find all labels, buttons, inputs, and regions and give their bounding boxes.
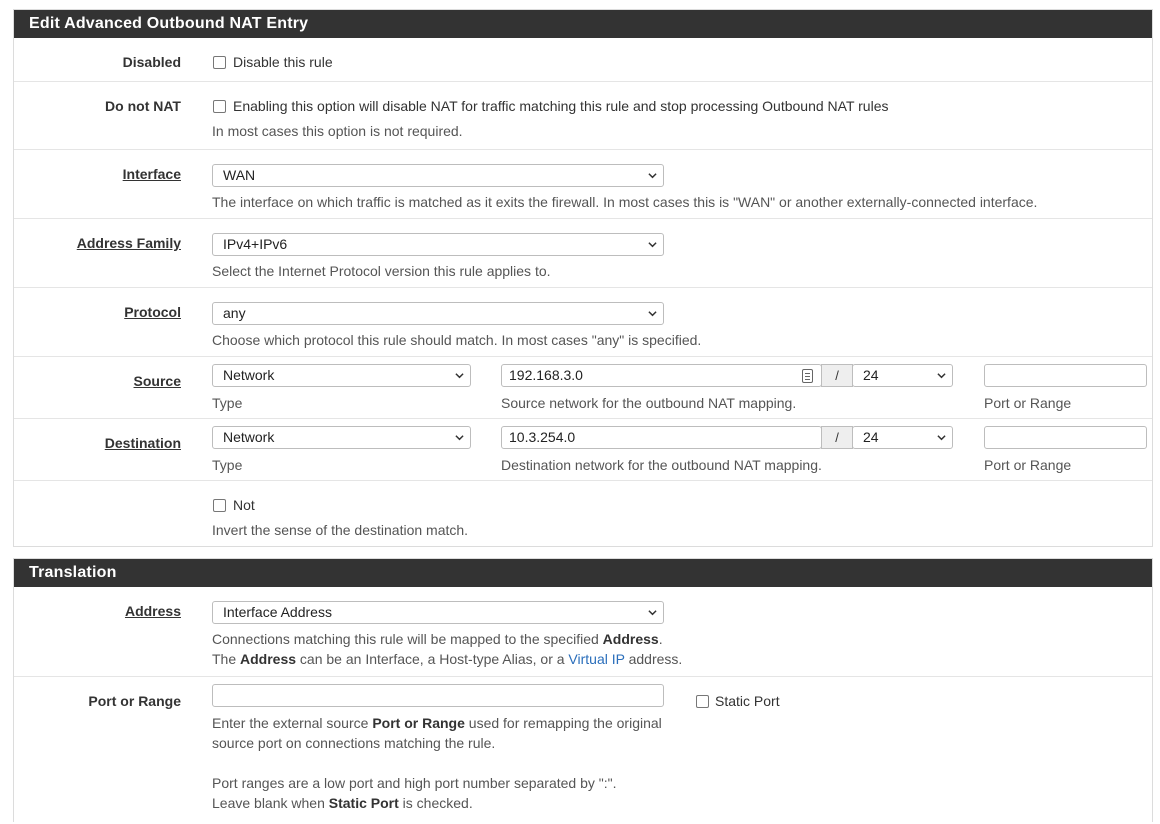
panel-title: Translation [14,559,1152,587]
row-do-not-nat [14,81,1152,149]
not-checkbox[interactable] [213,499,226,512]
source-port-input[interactable] [984,364,1147,387]
chevron-down-icon [937,433,946,442]
destination-network-value: 10.3.254.0 [509,429,576,445]
translation-address-help-2 [212,651,682,667]
chevron-down-icon [648,171,657,180]
protocol-label: Protocol [124,304,181,320]
source-port-help: Port or Range [984,395,1072,411]
source-network-value: 192.168.3.0 [509,367,583,383]
translation-address-label: Address [124,603,181,619]
address-book-icon[interactable] [802,369,813,383]
chevron-down-icon [648,309,657,318]
interface-select[interactable] [212,164,664,187]
address-family-label: Address Family [76,235,181,251]
chevron-down-icon [648,240,657,249]
translation-port-input[interactable] [212,684,664,707]
translation-address-value: Interface Address [223,604,332,620]
row-disabled [14,38,1152,81]
help-text: The [212,651,241,667]
address-family-select[interactable] [212,233,664,256]
disable-rule-checkbox-label[interactable]: Disable this rule [233,54,333,70]
panel-title: Edit Advanced Outbound NAT Entry [14,10,1152,38]
do-not-nat-label: Do not NAT [105,98,181,114]
help-text: is checked. [398,795,473,811]
chevron-down-icon [937,371,946,380]
destination-mask-value: 24 [863,429,879,445]
source-type-value: Network [223,367,275,383]
disable-rule-checkbox[interactable] [213,56,226,69]
help-bold: Static Port [328,795,399,811]
help-text: Connections matching this rule will be mapped to the specified [212,631,603,647]
row-source [14,356,1152,418]
source-mask-value: 24 [863,367,879,383]
row-interface [14,149,1152,218]
static-port-checkbox-label[interactable]: Static Port [715,693,780,709]
protocol-select-value: any [223,305,246,321]
disabled-label: Disabled [122,54,181,70]
source-network-input[interactable] [501,364,822,387]
help-text: . [658,631,663,647]
row-address-family [14,218,1152,287]
destination-port-input[interactable] [984,426,1147,449]
help-text: address. [624,651,683,667]
virtual-ip-link[interactable]: Virtual IP [568,651,625,667]
not-checkbox-label[interactable]: Not [233,497,255,513]
translation-port-help-3: Port ranges are a low port and high port number separated by ":". [212,775,617,791]
destination-type-help: Type [212,457,243,473]
chevron-down-icon [455,371,464,380]
destination-mask-select[interactable] [852,426,953,449]
outbound-nat-panel [13,9,1153,547]
help-text: can be an Interface, a Host-type Alias, or a [296,651,569,667]
destination-type-value: Network [223,429,275,445]
translation-panel [13,558,1153,822]
address-family-help: Select the Internet Protocol version this rule applies to. [212,263,551,279]
destination-slash: / [821,426,853,449]
row-not [14,480,1152,547]
row-translation-port [14,676,1152,824]
translation-port-help-1 [212,715,662,731]
source-network-help: Source network for the outbound NAT mapping. [501,395,797,411]
translation-port-help-4 [212,795,473,811]
interface-select-value: WAN [223,167,256,183]
help-bold: Address [240,651,297,667]
do-not-nat-checkbox[interactable] [213,100,226,113]
destination-network-input[interactable] [501,426,822,449]
destination-network-help: Destination network for the outbound NAT mapping. [501,457,822,473]
protocol-select[interactable] [212,302,664,325]
destination-type-select[interactable] [212,426,471,449]
help-text: Leave blank when [212,795,329,811]
translation-port-label: Port or Range [88,693,181,709]
row-destination [14,418,1152,480]
source-mask-select[interactable] [852,364,953,387]
help-bold: Port or Range [372,715,465,731]
help-text: used for remapping the original [464,715,662,731]
static-port-checkbox[interactable] [696,695,709,708]
source-label: Source [133,373,181,389]
row-protocol [14,287,1152,356]
chevron-down-icon [455,433,464,442]
interface-label: Interface [122,166,181,182]
row-translation-address [14,587,1152,676]
translation-address-help-1 [212,631,663,647]
address-family-select-value: IPv4+IPv6 [223,236,288,252]
destination-label: Destination [104,435,181,451]
chevron-down-icon [648,608,657,617]
translation-port-help-2: source port on connections matching the rule. [212,735,496,751]
source-type-select[interactable] [212,364,471,387]
destination-port-help: Port or Range [984,457,1072,473]
do-not-nat-checkbox-label[interactable]: Enabling this option will disable NAT for traffic matching this rule and stop processing Outbound NAT rules [233,98,889,114]
do-not-nat-help: In most cases this option is not required. [212,123,463,139]
not-help: Invert the sense of the destination match. [212,522,469,538]
translation-address-select[interactable] [212,601,664,624]
source-type-help: Type [212,395,243,411]
protocol-help: Choose which protocol this rule should match. In most cases "any" is specified. [212,332,702,348]
interface-help: The interface on which traffic is matched as it exits the firewall. In most cases this is "WAN" or another externally-connected interface. [212,194,1038,210]
help-bold: Address [602,631,659,647]
source-slash: / [821,364,853,387]
help-text: Enter the external source [212,715,373,731]
